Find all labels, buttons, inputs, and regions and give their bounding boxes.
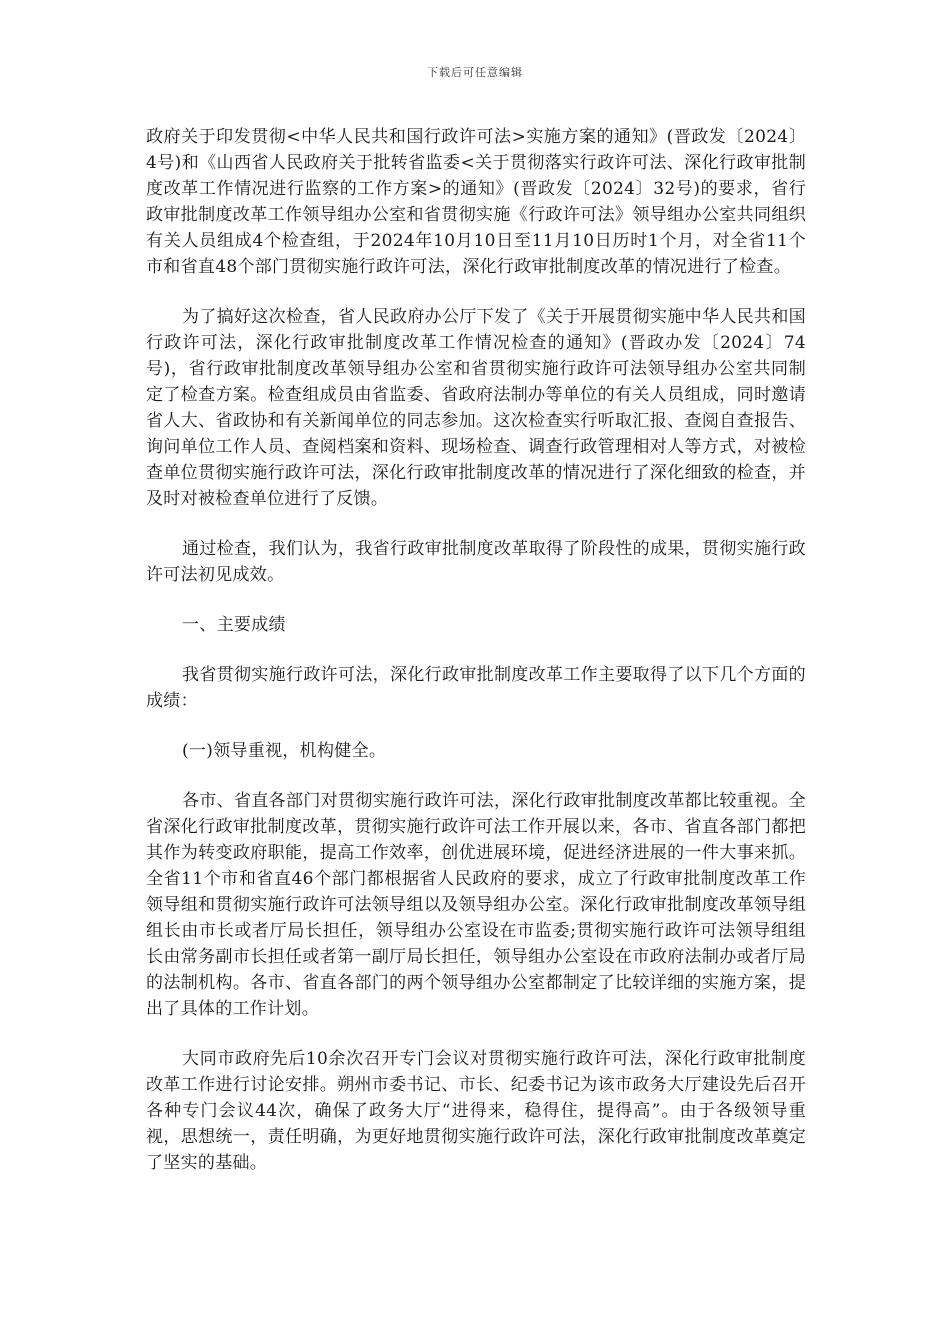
document-body <box>146 124 806 1200</box>
paragraph-leadership: 各市、省直各部门对贯彻实施行政许可法，深化行政审批制度改革都比较重视。全省深化行政审批制度改革，贯彻实施行政许可法工作开展以来，各市、省直各部门都把其作为转变政府职能，提高工作效率，创优进展环境，促进经济进展的一件大事来抓。全省11个市和省直46个部门都根据省人民政府的要求，成立了行政审批制度改革工作领导组和贯彻实施行政许可法领导组以及领导组办公室。深化行政审批制度改革领导组组长由市长或者厅局长担任，领导组办公室设在市监委;贯彻实施行政许可法领导组组长由常务副市长担任或者第一副厅局长担任，领导组办公室设在市政府法制办或者厅局的法制机构。各市、省直各部门的两个领导组办公室都制定了比较详细的实施方案，提出了具体的工作计划。 <box>146 791 806 1019</box>
section-heading-main-achievements: 一、主要成绩 <box>182 615 286 635</box>
subsection-heading-leadership: (一)领导重视，机构健全。 <box>182 741 387 761</box>
paragraph-intro: 政府关于印发贯彻<中华人民共和国行政许可法>实施方案的通知》(晋政发〔2024〕4号)和《山西省人民政府关于批转省监委<关于贯彻落实行政许可法、深化行政审批制度改革工作情况进行监察的工作方案>的通知》(晋政发〔2024〕32号)的要求，省行政审批制度改革工作领导组办公室和省贯彻实施《行政许可法》领导组办公室共同组织有关人员组成4个检查组，于2024年10月10日至11月10日历时1个月，对全省11个市和省直48个部门贯彻实施行政许可法，深化行政审批制度改革的情况进行了检查。 <box>146 127 806 277</box>
paragraph-inspection: 为了搞好这次检查，省人民政府办公厅下发了《关于开展贯彻实施中华人民共和国行政许可法，深化行政审批制度改革工作情况检查的通知》(晋政办发〔2024〕74号)，省行政审批制度改革领导组办公室和省贯彻实施行政许可法领导组办公室共同制定了检查方案。检查组成员由省监委、省政府法制办等单位的有关人员组成，同时邀请省人大、省政协和有关新闻单位的同志参加。这次检查实行听取汇报、查阅自查报告、询问单位工作人员、查阅档案和资料、现场检查、调查行政管理相对人等方式，对被检查单位贯彻实施行政许可法，深化行政审批制度改革的情况进行了深化细致的检查，并及时对被检查单位进行了反馈。 <box>146 307 806 509</box>
page-header: 下载后可任意编辑 <box>427 66 523 79</box>
paragraph-conclusion: 通过检查，我们认为，我省行政审批制度改革取得了阶段性的成果，贯彻实施行政许可法初见成效。 <box>146 539 806 585</box>
paragraph-datong-example: 大同市政府先后10余次召开专门会议对贯彻实施行政许可法，深化行政审批制度改革工作进行讨论安排。朔州市委书记、市长、纪委书记为该市政务大厅建设先后召开各种专门会议44次，确保了政务大厅“进得来，稳得住，提得高”。由于各级领导重视，思想统一，责任明确，为更好地贯彻实施行政许可法，深化行政审批制度改革奠定了坚实的基础。 <box>146 1049 806 1173</box>
paragraph-achievements-intro: 我省贯彻实施行政许可法，深化行政审批制度改革工作主要取得了以下几个方面的成绩： <box>146 665 806 711</box>
